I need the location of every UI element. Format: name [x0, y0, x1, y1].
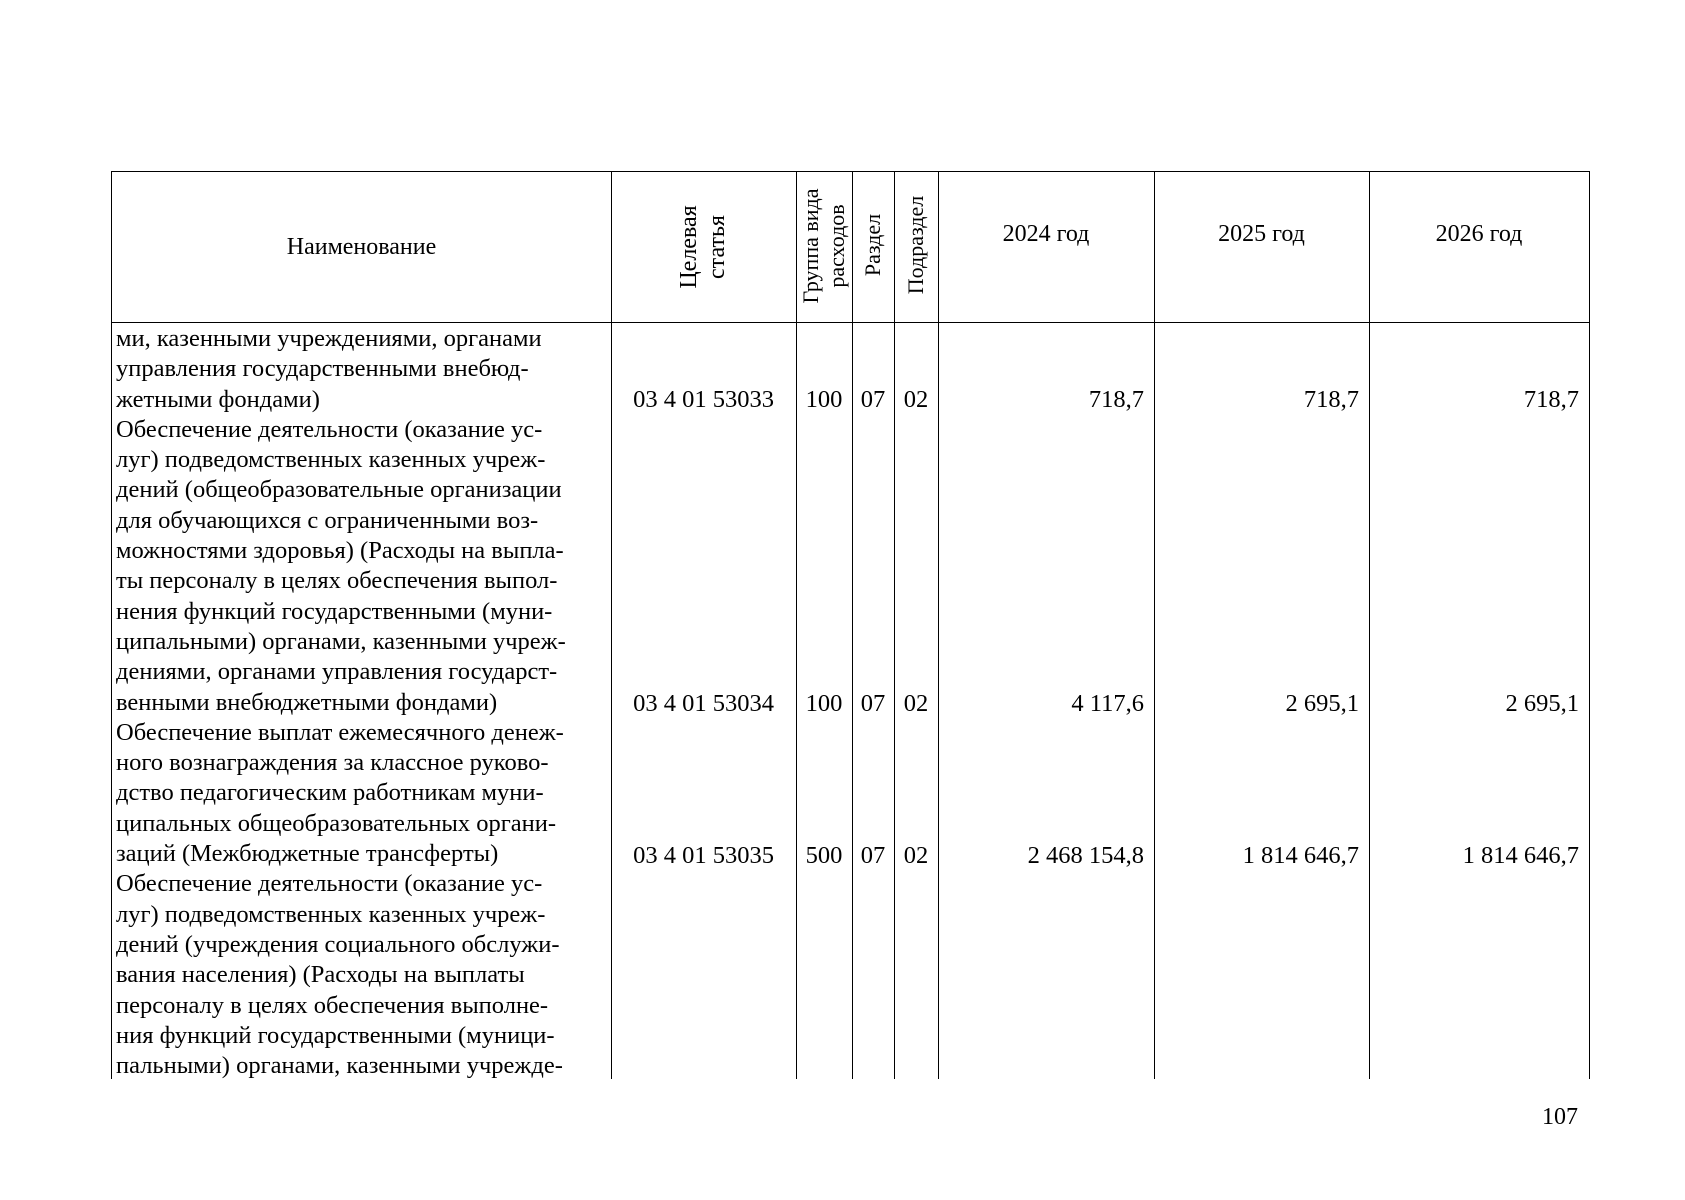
name-column-text: [116, 324, 610, 1081]
expense-group-cell: 100: [805, 386, 843, 413]
header-expense-group: Группа вида расходов: [798, 188, 849, 304]
name-line: Обеспечение деятельности (оказание ус-: [116, 870, 543, 898]
name-line: нения функций государственными (муни-: [116, 597, 553, 625]
name-line: жетными фондами): [116, 385, 320, 413]
name-line: ципальными) органами, казенными учреж-: [116, 627, 566, 655]
name-line: дениями, органами управления государст-: [116, 658, 558, 686]
target-article-cell: 03 4 01 53035: [633, 842, 774, 869]
section-cell: 07: [860, 386, 886, 413]
header-section: Раздел: [860, 213, 885, 277]
column-divider: [938, 172, 939, 1079]
name-line: дений (учреждения социального обслужи-: [116, 930, 560, 958]
value-2026-cell: 1 814 646,7: [1462, 842, 1579, 869]
name-line: Обеспечение деятельности (оказание ус-: [116, 415, 543, 443]
value-2025-cell: 1 814 646,7: [1242, 842, 1359, 869]
column-divider: [1154, 172, 1155, 1079]
name-line: для обучающихся с ограниченными воз-: [116, 506, 539, 534]
header-name: Наименование: [286, 234, 437, 260]
name-line: дство педагогическим работникам муни-: [116, 779, 544, 807]
name-line: вания населения) (Расходы на выплаты: [116, 961, 525, 989]
value-2025-cell: 718,7: [1303, 386, 1359, 413]
value-2024-cell: 4 117,6: [1071, 690, 1144, 717]
budget-table: [111, 171, 1590, 1079]
target-article-cell: 03 4 01 53034: [633, 690, 774, 717]
page-number: 107: [1542, 1104, 1578, 1130]
section-cell: 07: [860, 842, 886, 869]
name-line: персоналу в целях обеспечения выполне-: [116, 991, 549, 1019]
value-2024-cell: 718,7: [1088, 386, 1144, 413]
name-line: ты персоналу в целях обеспечения выпол-: [116, 567, 558, 595]
column-divider: [611, 172, 612, 1079]
name-line: Обеспечение выплат ежемесячного денеж-: [116, 718, 564, 746]
value-2025-cell: 2 695,1: [1285, 690, 1359, 717]
value-2026-cell: 718,7: [1523, 386, 1579, 413]
column-divider: [796, 172, 797, 1079]
name-line: венными внебюджетными фондами): [116, 688, 498, 716]
header-2025: 2025 год: [1218, 221, 1305, 247]
column-divider: [852, 172, 853, 1079]
column-divider: [1369, 172, 1370, 1079]
expense-group-cell: 100: [805, 690, 843, 717]
name-line: заций (Межбюджетные трансферты): [116, 840, 499, 868]
name-line: ния функций государственными (муници-: [116, 1021, 555, 1049]
header-divider: [112, 322, 1589, 323]
header-target-article: Целевая статья: [676, 205, 730, 289]
section-cell: 07: [860, 690, 886, 717]
value-2026-cell: 2 695,1: [1505, 690, 1579, 717]
header-subsection: Подраздел: [903, 195, 928, 295]
column-divider: [894, 172, 895, 1079]
name-line: дений (общеобразовательные организации: [116, 476, 562, 504]
name-line: ного вознаграждения за классное руково-: [116, 749, 549, 777]
header-2024: 2024 год: [1002, 221, 1090, 247]
value-2024-cell: 2 468 154,8: [1027, 842, 1144, 869]
name-line: луг) подведомственных казенных учреж-: [116, 900, 546, 928]
name-line: ципальных общеобразовательных органи-: [116, 809, 557, 837]
name-line: управления государственными внебюд-: [116, 355, 529, 383]
header-2026: 2026 год: [1435, 221, 1523, 247]
name-line: пальными) органами, казенными учрежде-: [116, 1052, 563, 1080]
subsection-cell: 02: [903, 386, 929, 413]
expense-group-cell: 500: [805, 842, 843, 869]
target-article-cell: 03 4 01 53033: [633, 386, 774, 413]
subsection-cell: 02: [903, 690, 929, 717]
name-line: луг) подведомственных казенных учреж-: [116, 446, 546, 474]
name-line: ми, казенными учреждениями, органами: [116, 325, 542, 352]
subsection-cell: 02: [903, 842, 929, 869]
name-line: можностями здоровья) (Расходы на выпла-: [116, 537, 564, 565]
